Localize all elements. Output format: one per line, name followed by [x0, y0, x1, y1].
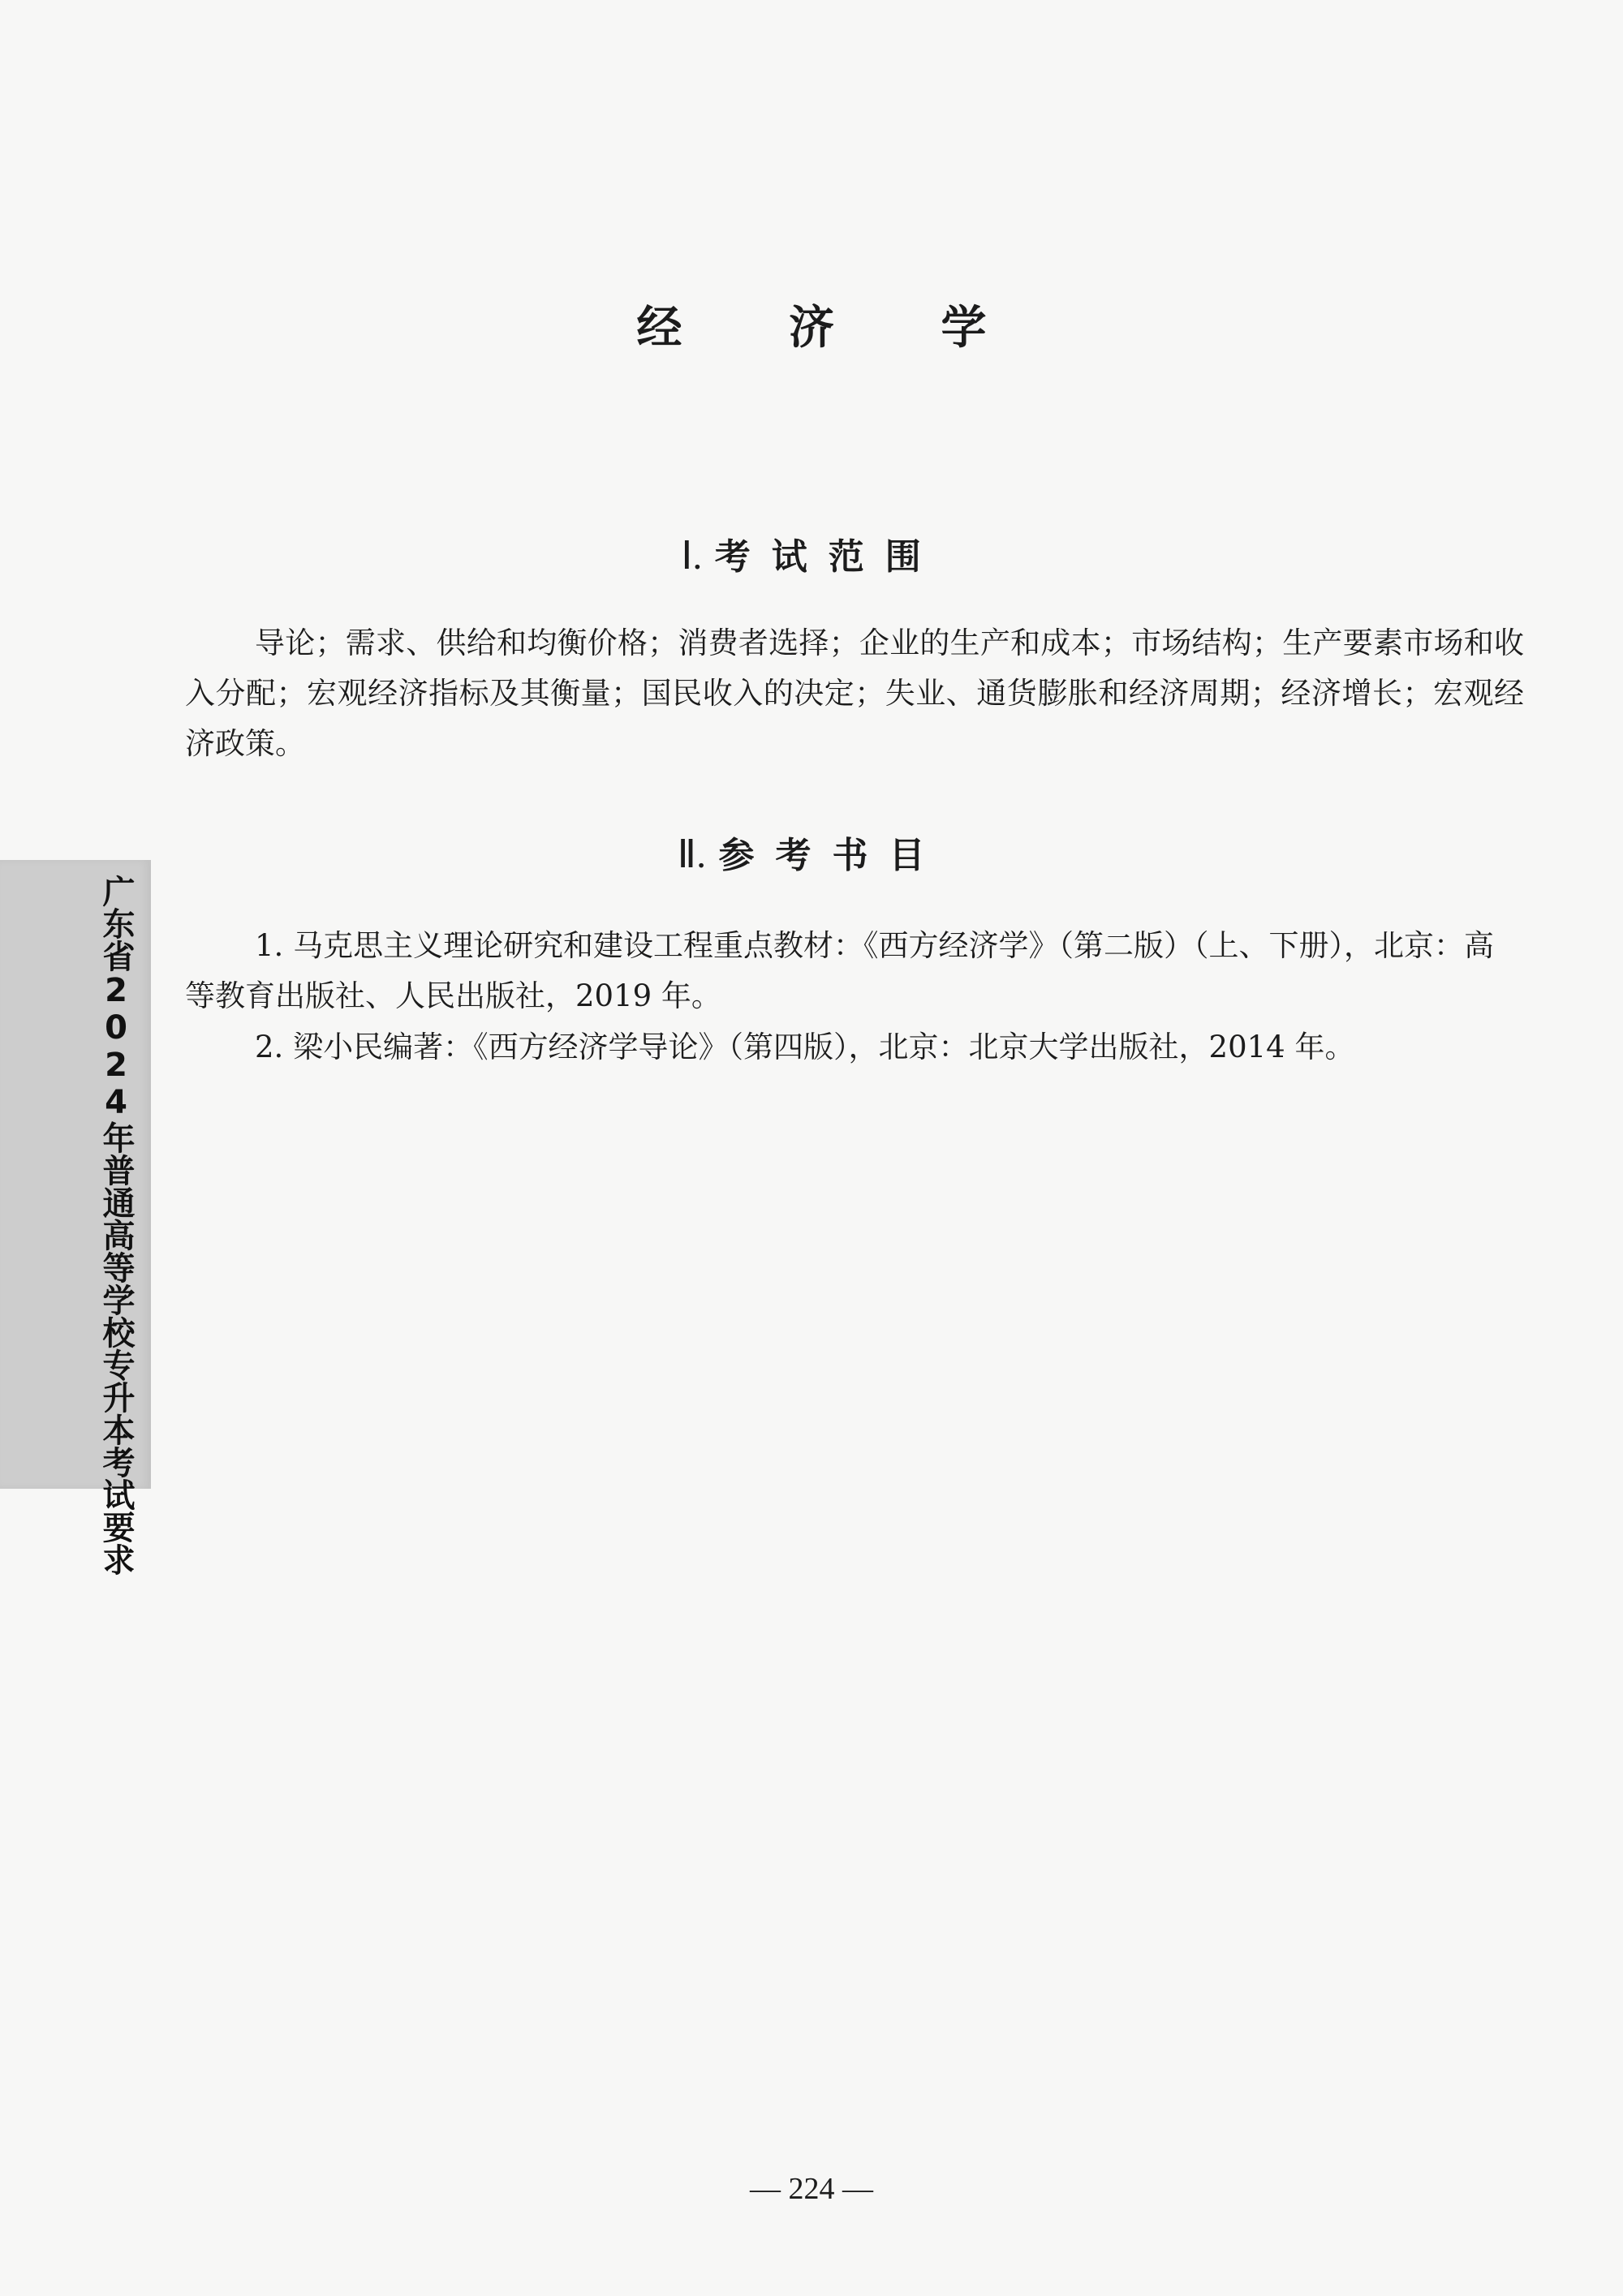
side-tab-label: 广东省2024年普通高等学校专升本考试要求 — [97, 875, 135, 1576]
reference-item: 1. 马克思主义理论研究和建设工程重点教材：《西方经济学》（第二版）（上、下册），北京：高等教育出版社、人民出版社，2019 年。 — [185, 928, 1495, 1013]
section-heading-references — [0, 826, 1623, 878]
page-number: — 224 — — [750, 2172, 873, 2206]
section-heading-text: 考试范围 — [714, 536, 942, 578]
section-number: Ⅱ. — [677, 833, 707, 876]
reference-item: 2. 梁小民编著：《西方经济学导论》（第四版），北京：北京大学出版社，2014 年。 — [255, 1030, 1355, 1064]
section-heading-scope — [0, 527, 1623, 579]
section-number: Ⅰ. — [681, 535, 703, 578]
section-heading-text: 参考书目 — [718, 835, 946, 876]
page-title: 经 济 学 — [636, 301, 1032, 355]
scope-paragraph: 导论；需求、供给和均衡价格；消费者选择；企业的生产和成本；市场结构；生产要素市场和收入分配；宏观经济指标及其衡量；国民收入的决定；失业、通货膨胀和经济周期；经济增长；宏观经济政策。 — [185, 626, 1524, 761]
